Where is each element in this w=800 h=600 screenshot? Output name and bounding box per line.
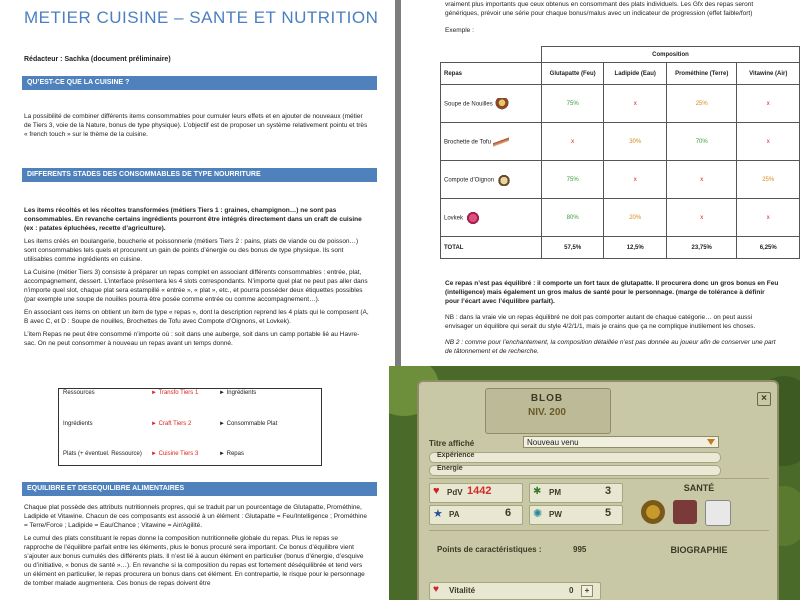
paragraph: Les items créés en boulangerie, boucherie et poissonnerie (métiers Tiers 2 : pains, plats de viande ou de poisson…) sont consommables tels quels et procurent un gain de points d’énergie ou des bonus de type physique. Ils sont utilisables comme ingrédients en cuisine. (24, 238, 359, 263)
pa-value: 6 (505, 507, 512, 519)
paragraph: L’item Repas ne peut être consommé n’importe où : soit dans une auberge, soit dans un camp portable lié au Havre-sac. On ne peut consommer à nouveau un repas avant un temps donné. (24, 331, 360, 347)
paragraph: NB : dans la vraie vie un repas équilibré ne doit pas comporter autant de chaque catégorie… on peut aussi envisager un équilibre qui serait du style 4/2/1/1, mais je crains que ça ne complique inutilement les choses. (445, 314, 756, 330)
paragraph: La Cuisine (métier Tiers 3) consiste à préparer un repas complet en associant différents consommables : entrée, plat, accompagnement, dessert. L’interface présentera les 4 slots correspondants. N’importe quel plat ne peut pas aller dans n’importe quel slot, chaque plat sera estampillé « entrée », « plat », etc., et pourra posséder deux étiquettes possibles (par exemple une soupe de nouilles pourra être posée comme entrée ou comme accompagnement…). (24, 269, 368, 303)
dish-name: Brochette de Tofu (444, 139, 491, 146)
table-cell: 70% (666, 123, 737, 161)
table-cell: 12,5% (604, 237, 667, 259)
dish-name: Soupe de Nouilles (444, 101, 493, 108)
table-cell: 6,25% (737, 237, 800, 259)
heart-icon: ♥ (433, 485, 440, 497)
table-header: Vitawine (Air) (737, 63, 800, 85)
divider (429, 478, 769, 479)
table-row (441, 123, 800, 161)
pm-value: 3 (605, 485, 612, 497)
vitality-value: 0 (569, 586, 574, 595)
tofu-skewer-icon (493, 136, 509, 148)
pdv-label: PdV (447, 488, 463, 497)
table-cell: 23,75% (666, 237, 737, 259)
paragraph: Chaque plat possède des attributs nutritionnels propres, qui se traduit par un pourcentage de Glutapatte, Prométhine, Ladipide et Vitawine. Chacun de ces composants est associé à un élément : Glutapatte = Feu/Intelligence ; Prométhine = Terre/Force ; Ladipide = Eau/Chance ; Vitawine = Air/Agilité. (24, 504, 367, 529)
section-heading-cuisine: QU’EST-CE QUE LA CUISINE ? (22, 76, 377, 90)
table-row (441, 161, 800, 199)
paragraph: En associant ces items on obtient un item de type « repas », dont la description reprend les 4 plats qui le composent (A, B avec C, et D : Soupe de nouilles, Brochettes de Tofu avec Compote d’Oignons, et Lovkek). (24, 309, 369, 325)
onion-compote-icon (496, 174, 512, 186)
energy-bar (429, 465, 721, 476)
table-row (441, 85, 800, 123)
pet-status-icon[interactable] (673, 500, 697, 524)
characteristic-points-label: Points de caractéristiques : (437, 545, 542, 554)
character-level: NIV. 200 (528, 407, 566, 418)
paragraph: vraiment plus importants que ceux obtenus en consommant des plats individuels. Les Gfx des repas seront génériques, prévoir une série pour chaque bonus/malus avec un indicateur de progression (effet faible/fort) (445, 1, 754, 17)
dish-name: Lovkek (444, 215, 464, 222)
vitality-label: Vitalité (449, 586, 476, 595)
star-icon: ★ (433, 508, 443, 520)
lovkek-cake-icon (465, 212, 481, 224)
composition-table (440, 46, 800, 259)
paragraph: NB 2 : comme pour l’enchantement, la composition détaillée n’est pas donnée au joueur afin de conserver une part de tâtonnement et de recherche. (445, 339, 776, 355)
flow-label: ► Ingrédients (219, 390, 257, 396)
table-cell: x (666, 199, 737, 237)
table-total-row (441, 237, 800, 259)
paragraph: La possibilité de combiner différents items consommables pour cumuler leurs effets et en ajouter de nouveaux (métier de Tiers 3, voie de la Nature, bonus de type physique). L’objectif est de proposer un système relativement pointu et très « french touch » sur le thème de la cuisine. (24, 113, 368, 138)
document-page-left (0, 0, 395, 600)
table-cell: x (604, 85, 667, 123)
table-cell: 30% (604, 123, 667, 161)
table-header: Glutapatte (Feu) (541, 63, 604, 85)
characteristic-points-value: 995 (573, 545, 587, 554)
table-cell: 75% (541, 161, 604, 199)
flow-step: ► Craft Tiers 2 (151, 421, 192, 427)
movement-icon: ✱ (533, 486, 542, 497)
panda-status-icon[interactable] (705, 500, 731, 526)
table-group-header: Composition (541, 47, 799, 63)
flow-step: ► Transfo Tiers 1 (151, 390, 199, 396)
paragraph: Ce repas n’est pas équilibré : il comporte un fort taux de glutapatte. Il procurera donc un gros bonus en Feu (intelligence) mais également un gros malus de santé pour le personnage. (marge de tolérance à définir pour l’écart avec l’équilibre parfait). (445, 280, 779, 305)
pw-label: PW (549, 510, 562, 519)
table-header: Repas (441, 63, 542, 85)
table-cell: x (666, 161, 737, 199)
table-header: Prométhine (Terre) (666, 63, 737, 85)
add-vitality-button[interactable]: + (581, 585, 593, 597)
food-status-icon[interactable] (641, 500, 665, 524)
wakfu-icon: ✺ (533, 508, 543, 520)
paragraph: Le cumul des plats constituant le repas donne la composition nutritionnelle globale du repas. Plus le repas se rapproche de l’équilibre parfait entre les éléments, plus le bonus procuré sera important. Ce bonus d’équilibre vient s’ajouter aux bonus cumulés des différents plats. Il n’est lié à aucun élément en particulier (bonus d’énergie, d’esquive ou d’initiative, « bonus de santé »…). En revanche si la composition du repas est fortement déséquilibrée et tend vers un élément en particulier, le repas procurera un bonus dans cet élément. En contrepartie, le risque pour le personnage de tomber malade augmentera. Ces bonus de repas doivent être (24, 535, 365, 587)
flow-label: Ingrédients (63, 421, 93, 427)
example-label: Exemple : (445, 27, 474, 34)
pw-value: 5 (605, 507, 612, 519)
table-cell: x (737, 85, 800, 123)
table-header: Ladipide (Eau) (604, 63, 667, 85)
experience-label: Expérience (437, 452, 475, 459)
flow-label: Ressources (63, 390, 95, 396)
table-cell: 20% (604, 199, 667, 237)
divider (429, 530, 769, 531)
health-heading: SANTÉ (683, 483, 715, 493)
flow-label: Plats (+ éventuel. Ressource) (63, 451, 142, 457)
chevron-down-icon[interactable] (707, 439, 715, 445)
dish-name: Compote d’Oignon (444, 177, 495, 184)
character-sheet-panel (417, 380, 779, 600)
game-screenshot (389, 366, 800, 600)
pa-label: PA (449, 510, 460, 519)
heart-icon: ♥ (433, 584, 439, 595)
table-cell: x (737, 199, 800, 237)
table-row (441, 199, 800, 237)
table-cell: x (604, 161, 667, 199)
table-cell: 25% (737, 161, 800, 199)
author-line: Rédacteur : Sachka (document préliminaire) (24, 56, 171, 63)
production-flow-box (58, 388, 322, 466)
paragraph: Les items récoltés et les récoltes transformées (métiers Tiers 1 : graines, champignon…) ne sont pas consommables. En revanche certains ingrédients pourront être intégrés directement dans un craft de cuisine (ex : patates épluchées, recette d’agriculture). (24, 207, 362, 232)
table-cell: x (737, 123, 800, 161)
pm-label: PM (549, 488, 561, 497)
document-title: METIER CUISINE – SANTE ET NUTRITION (24, 8, 379, 27)
flow-step: ► Cuisine Tiers 3 (151, 451, 199, 457)
total-label: TOTAL (441, 237, 542, 259)
flow-label: ► Repas (219, 451, 244, 457)
energy-label: Energie (437, 465, 463, 472)
flow-label: ► Consommable Plat (219, 421, 278, 427)
table-cell: x (541, 123, 604, 161)
character-name: BLOB (530, 393, 564, 404)
table-cell: 80% (541, 199, 604, 237)
section-heading-stades: DIFFERENTS STADES DES CONSOMMABLES DE TYPE NOURRITURE (22, 168, 377, 182)
table-cell: 75% (541, 85, 604, 123)
table-cell: 25% (666, 85, 737, 123)
close-button[interactable]: × (757, 392, 771, 406)
noodle-soup-icon (494, 98, 510, 110)
section-heading-equilibre: EQUILIBRE ET DESEQUILIBRE ALIMENTAIRES (22, 482, 377, 496)
pdv-value: 1442 (467, 485, 492, 497)
biography-heading: BIOGRAPHIE (670, 545, 728, 555)
title-select[interactable]: Nouveau venu (523, 436, 719, 448)
table-cell: 57,5% (541, 237, 604, 259)
title-label: Titre affiché (429, 439, 475, 448)
